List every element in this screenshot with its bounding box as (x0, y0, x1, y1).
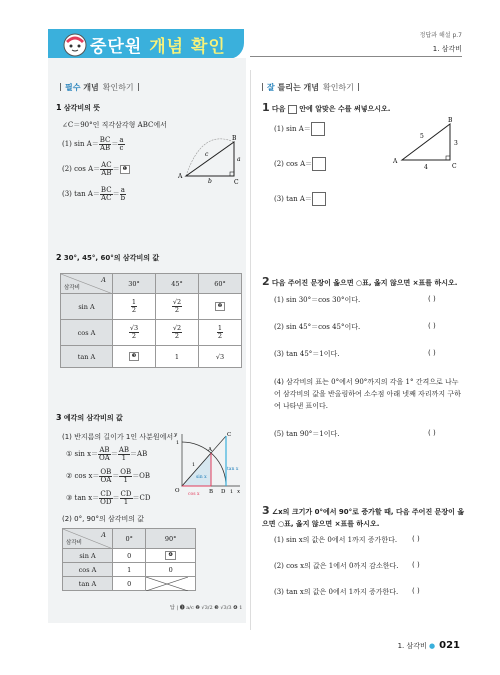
formula-row: (2) cos A＝ $\frac{AC}{AB}$ ＝ ❶ (62, 157, 130, 182)
label-a: a (237, 156, 241, 163)
svg-text:4: 4 (424, 164, 428, 171)
right-triangle-figure (172, 134, 242, 188)
formula-row: (1) sin A＝ $\frac{BC}{AB}$ ＝ $\frac{a}{c}$ (62, 135, 124, 152)
formula-row: (3) tan A＝ $\frac{BC}{AC}$ ＝ $\frac{a}{b}$ (62, 185, 126, 202)
triangle-345-figure (390, 116, 464, 174)
label-B: B (448, 117, 453, 124)
answer-paren[interactable]: ( ) (412, 561, 420, 569)
col-header: 0° (113, 529, 146, 549)
axis-y-label: y (174, 432, 178, 438)
concept-1-formulas (62, 132, 130, 207)
row-header: cos A (63, 563, 113, 577)
answer-input[interactable] (311, 122, 325, 136)
answer-paren[interactable]: ( ) (428, 322, 436, 330)
special-angles-table: A 삼각비 30° 45° 60° sin A $\frac{1}{2}$ $\frac{√2}{2}$ ❷ cos A $\frac{√3}{2}$ $\frac{√2}{2}$ $\frac{1}{2}$ tan A ❸ 1 √3 (60, 273, 242, 368)
answer-input[interactable] (312, 157, 326, 171)
question-2: 2 다음 주어진 문장이 옳으면 ○표, 옳지 않으면 ×표를 하시오. (262, 275, 458, 288)
concept-1-heading: 1 삼각비의 뜻 (56, 103, 101, 112)
table-corner-cell: A 삼각비 (61, 274, 113, 294)
row-header: tan A (63, 577, 113, 591)
label-B: B (232, 135, 237, 142)
concept-2-heading: 2 30°, 45°, 60°의 삼각비의 값 (56, 253, 160, 262)
formula-row: ② cos x＝ $\frac{OB}{OA}$ ＝ $\frac{OB}{1}$ ＝OB (66, 467, 151, 484)
col-header: 60° (199, 274, 242, 294)
answer-paren[interactable]: ( ) (428, 429, 436, 437)
mascot-icon (62, 32, 88, 58)
label-A: A (393, 158, 398, 165)
right-section-header: 잘 틀리는 개념 확인하기 (258, 82, 363, 93)
answer-input[interactable] (312, 192, 326, 206)
column-divider (250, 70, 251, 630)
formula-row: ① sin x＝ $\frac{AB}{OA}$ ＝ $\frac{AB}{1}$ ＝AB (66, 445, 148, 462)
formula-row: ③ tan x＝ $\frac{CD}{OD}$ ＝ $\frac{CD}{1}$ ＝CD (66, 489, 151, 506)
answer-reference: 정답과 해설 p.7 (419, 32, 462, 39)
axis-x-label: x (237, 489, 241, 495)
answer-blank: ❷ (215, 302, 225, 311)
svg-text:5: 5 (420, 133, 424, 140)
svg-text:1: 1 (230, 489, 234, 495)
answer-paren[interactable]: ( ) (412, 535, 420, 543)
answer-blank: ❸ (129, 352, 139, 361)
answer-paren[interactable]: ( ) (428, 349, 436, 357)
question-1: 1 다음 안에 알맞은 수를 써넣으시오. (262, 101, 391, 114)
q3-item-1: (1) sin x의 값은 0에서 1까지 증가한다. (274, 536, 398, 544)
answer-blank: ❹ (165, 551, 175, 560)
concept-1-intro: ∠C＝90°인 직각삼각형 ABC에서 (62, 121, 167, 129)
label-C: C (452, 163, 457, 170)
row-header: cos A (61, 320, 113, 346)
answer-paren[interactable]: ( ) (412, 587, 420, 595)
q2-item-4: (4) 삼각비의 표는 0°에서 90°까지의 각을 1° 간격으로 나누어 삼각비의 값을 반올림하여 소수점 아래 넷째 자리까지 구하여 나타낸 표이다. (274, 378, 461, 410)
header-divider (250, 56, 462, 57)
q1-item-1: (1) sin A＝ (274, 122, 325, 136)
concept-3-sub1: (1) 반지름의 길이가 1인 사분원에서 (62, 433, 174, 441)
cosx-label: cos x (188, 492, 200, 496)
q3-item-2: (2) cos x의 값은 1에서 0까지 감소한다. (274, 562, 399, 570)
label-B: B (209, 489, 214, 495)
concept-3-sub2: (2) 0°, 90°의 삼각비의 값 (62, 515, 144, 523)
row-header: tan A (61, 346, 113, 368)
svg-text:1: 1 (176, 440, 180, 446)
row-header: sin A (63, 549, 113, 563)
label-C: C (234, 179, 239, 186)
label-A: A (208, 447, 212, 453)
q2-item-2: (2) sin 45°＝cos 45°이다. (274, 323, 361, 331)
zero-ninety-table: A 삼각비 0° 90° sin A 0 ❹ cos A 1 0 tan A 0 (62, 528, 196, 591)
table-corner-cell: A 삼각비 (63, 529, 113, 549)
label-O: O (175, 488, 180, 494)
col-header: 45° (156, 274, 199, 294)
page-number: 021 (439, 640, 460, 651)
answer-key: 답 | ❶ a/c ❷ √3/2 ❸ √3/3 ❹ 1 (170, 605, 243, 611)
q2-item-1: (1) sin 30°＝cos 30°이다. (274, 296, 361, 304)
q1-item-3: (3) tan A＝ (274, 192, 326, 206)
label-b: b (208, 178, 212, 185)
svg-text:1: 1 (192, 462, 196, 468)
q2-item-3: (3) tan 45°＝1이다. (274, 350, 340, 358)
label-C: C (227, 432, 232, 438)
question-3: 3 ∠x의 크기가 0°에서 90°로 증가할 때, 다음 주어진 문장이 옳으면 ○표, 옳지 않으면 ×표를 하시오. (262, 504, 465, 528)
label-A: A (178, 173, 183, 180)
unit-quarter-circle-figure (170, 430, 244, 496)
cross-mark-icon (146, 577, 188, 591)
concept-3-formulas (66, 443, 150, 509)
label-c: c (205, 151, 209, 158)
col-header: 30° (113, 274, 156, 294)
svg-text:3: 3 (454, 140, 458, 147)
answer-paren[interactable]: ( ) (428, 295, 436, 303)
label-D: D (221, 489, 226, 495)
left-section-header: 필수 개념 확인하기 (56, 82, 143, 93)
col-header: 90° (146, 529, 196, 549)
concept-3-heading: 3 예각의 삼각비의 값 (56, 413, 123, 422)
q1-item-2: (2) cos A＝ (274, 157, 326, 171)
page-footer: 1. 삼각비 ● 021 (397, 640, 460, 651)
row-header: sin A (61, 294, 113, 320)
q2-item-5: (5) tan 90°＝1이다. (274, 430, 340, 438)
unit-label: 1. 삼각비 (432, 45, 462, 53)
sinx-label: sin x (196, 475, 207, 480)
tanx-label: tan x (227, 467, 239, 472)
undefined-cell (146, 577, 196, 591)
q3-item-3: (3) tan x의 값은 0에서 1까지 증가한다. (274, 588, 399, 596)
page-title: 중단원 개념 확인 (90, 37, 226, 57)
